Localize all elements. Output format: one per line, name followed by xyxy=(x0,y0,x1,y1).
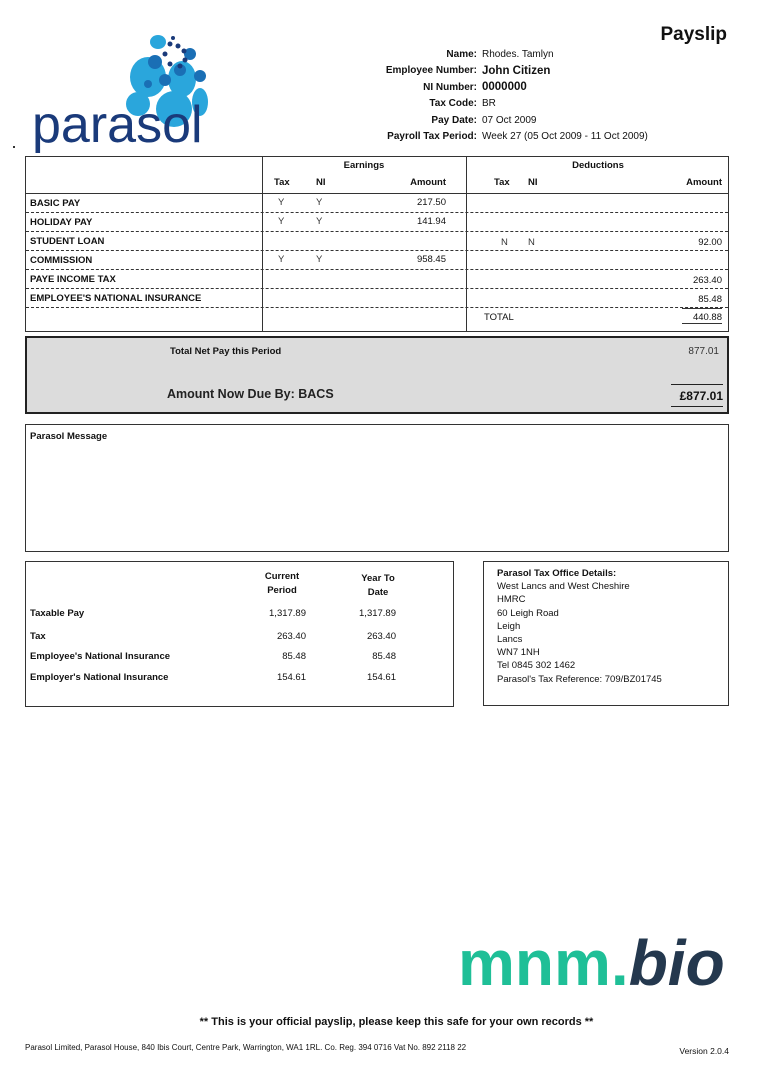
ytd-current-value: 263.40 xyxy=(276,631,306,642)
row-divider xyxy=(26,307,728,308)
deductions-amount: 85.48 xyxy=(698,294,722,305)
message-box xyxy=(25,424,729,552)
earnings-amount: 958.45 xyxy=(416,254,446,265)
info-row xyxy=(300,112,700,129)
info-value: Week 27 (05 Oct 2009 - 11 Oct 2009) xyxy=(482,131,648,143)
net-pay-box xyxy=(25,336,729,414)
ytd-current-value: 1,317.89 xyxy=(269,608,306,619)
page-title: Payslip xyxy=(660,24,727,45)
row-label: EMPLOYEE'S NATIONAL INSURANCE xyxy=(30,293,202,304)
info-value: 0000000 xyxy=(482,81,527,94)
parasol-logo xyxy=(30,24,220,154)
earnings-amount: 217.50 xyxy=(416,197,446,208)
earnings-ni-flag: Y xyxy=(316,197,323,208)
earnings-tax-header: Tax xyxy=(274,177,290,188)
tax-office-line: Parasol's Tax Reference: 709/BZ01745 xyxy=(497,673,662,685)
earnings-ni-flag: Y xyxy=(316,216,323,227)
deductions-tax-flag: N xyxy=(501,237,508,248)
tax-office-line: West Lancs and West Cheshire xyxy=(497,581,630,593)
deductions-amount-header: Amount xyxy=(686,177,722,188)
earnings-ni-header: NI xyxy=(316,177,326,188)
tax-office-title: Parasol Tax Office Details: xyxy=(497,568,617,579)
tax-office-line: Tel 0845 302 1462 xyxy=(497,660,576,672)
ytd-total-value: 263.40 xyxy=(366,631,396,642)
ytd-row-label: Employee's National Insurance xyxy=(30,651,171,662)
ytd-row-label: Tax xyxy=(30,631,46,642)
deductions-amount: 263.40 xyxy=(692,275,722,286)
ytd-row-label: Employer's National Insurance xyxy=(30,672,169,683)
info-value: BR xyxy=(482,98,496,110)
earnings-tax-flag: Y xyxy=(278,216,285,227)
row-divider xyxy=(26,269,728,270)
stray-dot xyxy=(13,146,15,148)
info-row xyxy=(300,63,700,80)
row-divider xyxy=(26,212,728,213)
ytd-total-value: 85.48 xyxy=(372,651,396,662)
earnings-tax-flag: Y xyxy=(278,197,285,208)
info-label: Name: xyxy=(446,48,477,60)
row-divider xyxy=(26,288,728,289)
row-divider xyxy=(26,231,728,232)
amount-due-label: Amount Now Due By: BACS xyxy=(167,387,334,401)
row-label: PAYE INCOME TAX xyxy=(30,274,116,285)
official-payslip-notice: ** This is your official payslip, please keep this safe for your own records ** xyxy=(199,1016,594,1028)
tax-office-line: Leigh xyxy=(497,620,521,632)
info-value: 07 Oct 2009 xyxy=(482,114,537,126)
info-label: Employee Number: xyxy=(385,65,477,77)
info-row xyxy=(300,129,700,146)
watermark: mnm.bio xyxy=(458,927,725,999)
row-label: BASIC PAY xyxy=(30,198,81,209)
tax-office-line: WN7 1NH xyxy=(497,647,540,659)
info-label: Tax Code: xyxy=(429,98,477,110)
year-to-date-summary xyxy=(25,561,454,707)
row-label: HOLIDAY PAY xyxy=(30,217,93,228)
year-to-date-header: Year To Date xyxy=(361,573,395,598)
info-value: Rhodes. Tamlyn xyxy=(482,48,554,60)
net-pay-label: Total Net Pay this Period xyxy=(170,346,282,357)
total-label: TOTAL xyxy=(484,312,514,323)
deductions-amount: 92.00 xyxy=(698,237,722,248)
earnings-amount: 141.94 xyxy=(416,216,446,227)
tax-office-line: HMRC xyxy=(497,594,526,606)
earnings-tax-flag: Y xyxy=(278,254,285,265)
deductions-ni-flag: N xyxy=(528,237,535,248)
logo-globe-icon xyxy=(30,24,220,154)
ytd-total-value: 154.61 xyxy=(366,672,396,683)
info-label: NI Number: xyxy=(423,81,477,93)
info-row xyxy=(300,46,700,63)
deductions-ni-header: NI xyxy=(528,177,538,188)
ytd-row-label: Taxable Pay xyxy=(30,608,85,619)
company-address: Parasol Limited, Parasol House, 840 Ibis Court, Centre Park, Warrington, WA1 1RL. Co. Reg. 394 0716 Vat No. 892 2118 22 xyxy=(25,1043,467,1052)
deductions-total: 440.88 xyxy=(682,308,722,324)
row-label: STUDENT LOAN xyxy=(30,236,105,247)
row-label: COMMISSION xyxy=(30,255,93,266)
ytd-current-value: 85.48 xyxy=(282,651,306,662)
tax-office-details xyxy=(483,561,729,706)
net-pay-value: 877.01 xyxy=(688,346,719,357)
row-divider xyxy=(26,250,728,251)
info-row xyxy=(300,96,700,113)
employee-info xyxy=(300,46,700,145)
info-row xyxy=(300,79,700,96)
deductions-tax-header: Tax xyxy=(494,177,510,188)
svg-text:parasol: parasol xyxy=(32,96,203,154)
ytd-total-value: 1,317.89 xyxy=(359,608,396,619)
deductions-header: Deductions xyxy=(572,160,624,171)
info-value: John Citizen xyxy=(482,64,551,77)
current-period-header: Current Period xyxy=(264,571,300,596)
tax-office-line: 60 Leigh Road xyxy=(497,607,559,619)
earnings-header: Earnings xyxy=(343,160,385,171)
amount-due-value: £877.01 xyxy=(671,384,723,407)
message-title: Parasol Message xyxy=(30,431,108,442)
info-label: Pay Date: xyxy=(431,114,477,126)
info-label: Payroll Tax Period: xyxy=(387,131,477,143)
earnings-ni-flag: Y xyxy=(316,254,323,265)
version-label: Version 2.0.4 xyxy=(679,1046,729,1056)
earnings-amount-header: Amount xyxy=(410,177,446,188)
tax-office-line: Lancs xyxy=(497,634,523,646)
ytd-current-value: 154.61 xyxy=(276,672,306,683)
earnings-deductions-table xyxy=(25,156,729,332)
